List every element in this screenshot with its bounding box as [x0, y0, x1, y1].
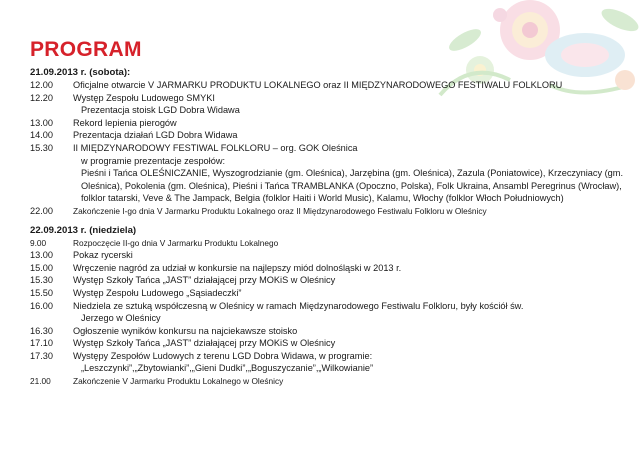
- schedule-row: [30, 274, 630, 287]
- event: Występ Zespołu Ludowego SMYKI: [73, 92, 215, 103]
- schedule-row: [30, 249, 630, 262]
- schedule-row: [30, 262, 630, 275]
- event: Występy Zespołów Ludowych z terenu LGD Dobra Widawa, w programie:: [73, 350, 373, 361]
- event: Rekord lepienia pierogów: [73, 117, 177, 128]
- time: 14.00: [30, 130, 53, 141]
- event: Występ Szkoły Tańca „JAST” działającej przy MOKiS w Oleśnicy: [73, 275, 336, 286]
- ensemble-list: Pieśni i Tańca OLEŚNICZANIE, Wyszogrodzianie (gm. Oleśnica), Jarzębina (gm. Oleśnica), Zazula (Poniatowice), Krzeczyniacy (gm. Oleśnica), Pokolenia (gm. Oleśnica), Pieśni i Tańca TRAMBLANKA (Opoczno, Polska), Folk Ukraina, Ansambl Peregrinus (Wrocław), folklor tatarski, Veve & The Jampack, Belgia (folklor Haiti i World Music), Kalamu, Włochy (folklor Włoch Południowych): [81, 168, 623, 204]
- schedule-row: [30, 167, 630, 205]
- day2-schedule: [30, 237, 630, 388]
- time: 12.00: [30, 80, 53, 90]
- event: Występ Szkoły Tańca „JAST” działającej przy MOKiS w Oleśnicy: [73, 338, 336, 349]
- time: 12.20: [30, 92, 53, 103]
- time: 22.00: [30, 205, 53, 216]
- day1-schedule: [30, 79, 630, 218]
- time: 13.00: [30, 250, 53, 261]
- time: 13.00: [30, 117, 53, 128]
- time: [30, 167, 73, 205]
- event: Niedziela ze sztuką współczesną w Oleśnicy w ramach Międzynarodowego Festiwalu Folkloru, były kościół św.: [73, 300, 524, 311]
- schedule-row: [30, 117, 630, 130]
- schedule-row: [30, 337, 630, 350]
- day-heading: 22.09.2013 r. (niedziela): [30, 224, 137, 236]
- time: 21.00: [30, 376, 51, 387]
- time: 16.00: [30, 300, 53, 311]
- event: Wręczenie nagród za udział w konkursie na najlepszy miód dolnośląski w 2013 r.: [73, 262, 402, 273]
- schedule-row: [30, 79, 630, 92]
- event-sub: „Leszczynki”,„Zbytowianki”,„Gieni Dudki”,„Boguszyczanie”,„Wilkowianie”: [81, 363, 374, 374]
- time: 15.30: [30, 275, 53, 286]
- schedule-row: [30, 325, 630, 338]
- event-sub: w programie prezentacje zespołów:: [81, 155, 226, 166]
- time: 15.00: [30, 262, 53, 273]
- day-heading: 21.09.2013 r. (sobota):: [30, 67, 131, 78]
- event: II MIĘDZYNARODOWY FESTIWAL FOLKLORU – org. GOK Oleśnica: [73, 142, 358, 153]
- event: Zakończenie V Jarmarku Produktu Lokalnego w Oleśnicy: [73, 376, 284, 387]
- event: Ogłoszenie wyników konkursu na najciekawsze stoisko: [73, 325, 298, 336]
- schedule-row: [30, 237, 630, 250]
- event: Oficjalne otwarcie V JARMARKU PRODUKTU LOKALNEGO oraz II MIĘDZYNARODOWEGO FESTIWALU FOLKLORU: [73, 80, 563, 90]
- schedule-row: [30, 287, 630, 300]
- time: 17.30: [30, 350, 53, 361]
- event-sub: Prezentacja stoisk LGD Dobra Widawa: [81, 105, 240, 116]
- schedule-row: [30, 129, 630, 142]
- event: Rozpoczęcie II-go dnia V Jarmarku Produktu Lokalnego: [73, 237, 279, 248]
- schedule-row: [30, 92, 630, 117]
- schedule-row: [30, 300, 630, 325]
- time: 16.30: [30, 325, 53, 336]
- schedule-row: [30, 350, 630, 375]
- event: Występ Zespołu Ludowego „Sąsiadeczki”: [73, 287, 242, 298]
- event-sub: Jerzego w Oleśnicy: [81, 313, 161, 324]
- event: Zakończenie I-go dnia V Jarmarku Produktu Lokalnego oraz II Międzynarodowego Festiwalu Folkloru w Oleśnicy: [73, 205, 487, 216]
- time: 17.10: [30, 338, 53, 349]
- schedule-row: [30, 142, 630, 167]
- page-title: PROGRAM: [30, 38, 142, 61]
- event: Prezentacja działań LGD Dobra Widawa: [73, 130, 238, 141]
- schedule-row: [30, 205, 630, 218]
- time: 9.00: [30, 237, 47, 248]
- time: 15.30: [30, 142, 53, 153]
- schedule-row: [30, 375, 630, 388]
- program-content: [30, 38, 630, 388]
- time: 15.50: [30, 287, 53, 298]
- event: Pokaz rycerski: [73, 250, 133, 261]
